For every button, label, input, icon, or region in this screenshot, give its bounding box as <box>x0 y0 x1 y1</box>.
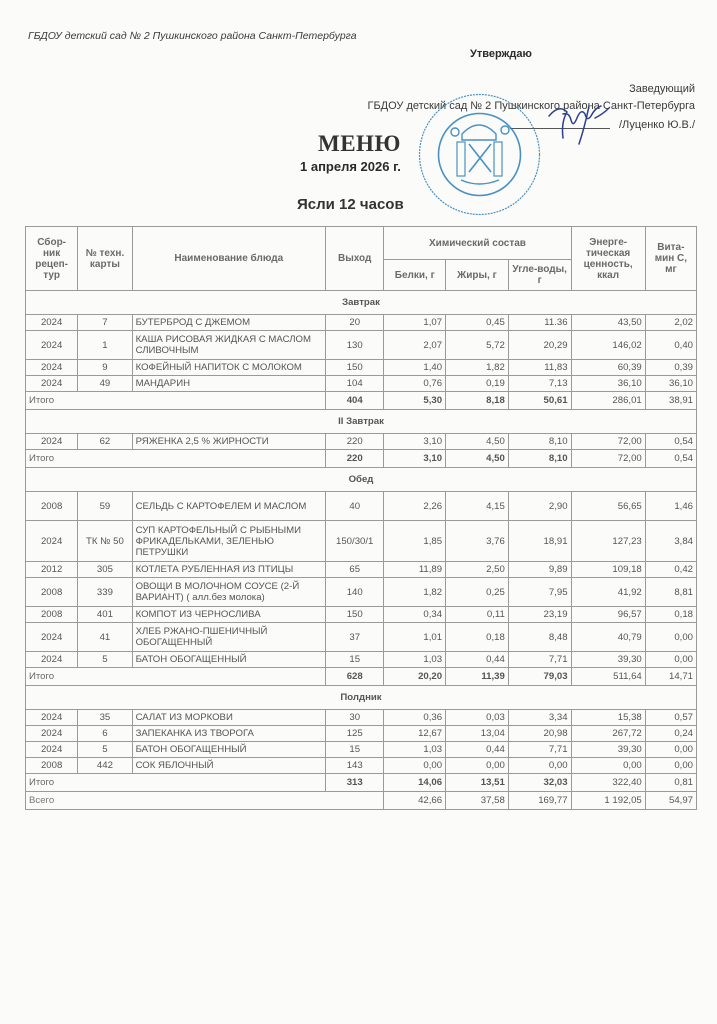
cell-dish-name: ЗАПЕКАНКА ИЗ ТВОРОГА <box>132 726 325 742</box>
cell-vitamin-c: 3,84 <box>645 521 696 562</box>
cell-energy: 41,92 <box>571 578 645 607</box>
cell-fat: 2,50 <box>446 562 509 578</box>
total-fat: 4,50 <box>446 450 509 468</box>
cell-carbs: 23,19 <box>508 607 571 623</box>
table-row <box>26 726 697 742</box>
cell-vitamin-c: 1,46 <box>645 492 696 521</box>
total-vitamin-c: 0,54 <box>645 450 696 468</box>
cell-tech-card: 35 <box>78 710 132 726</box>
cell-tech-card: 442 <box>78 758 132 774</box>
cell-protein: 1,40 <box>384 360 446 376</box>
cell-dish-name: КАША РИСОВАЯ ЖИДКАЯ С МАСЛОМ СЛИВОЧНЫМ <box>132 331 325 360</box>
table-row <box>26 710 697 726</box>
cell-yield: 65 <box>325 562 384 578</box>
col-chem-composition: Химический состав <box>384 227 571 260</box>
total-protein: 14,06 <box>384 774 446 792</box>
table-row <box>26 607 697 623</box>
cell-protein: 0,36 <box>384 710 446 726</box>
cell-protein: 0,00 <box>384 758 446 774</box>
table-row <box>26 623 697 652</box>
grand-total-fat: 37,58 <box>446 792 509 810</box>
cell-fat: 4,15 <box>446 492 509 521</box>
table-row <box>26 331 697 360</box>
grand-total-carbs: 169,77 <box>508 792 571 810</box>
cell-carbs: 20,98 <box>508 726 571 742</box>
cell-dish-name: СОК ЯБЛОЧНЫЙ <box>132 758 325 774</box>
cell-collection: 2024 <box>26 652 78 668</box>
cell-energy: 127,23 <box>571 521 645 562</box>
total-protein: 3,10 <box>384 450 446 468</box>
cell-tech-card: 49 <box>78 376 132 392</box>
cell-protein: 12,67 <box>384 726 446 742</box>
cell-vitamin-c: 0,00 <box>645 623 696 652</box>
cell-yield: 220 <box>325 434 384 450</box>
total-row <box>26 450 697 468</box>
official-stamp-icon <box>417 92 542 217</box>
cell-collection: 2024 <box>26 521 78 562</box>
cell-collection: 2024 <box>26 315 78 331</box>
table-row <box>26 360 697 376</box>
head-organization: ГБДОУ детский сад № 2 Пушкинского района Санкт-Петербурга <box>367 100 695 112</box>
col-vitamin-c: Вита-мин С, мг <box>645 227 696 291</box>
group-name: Ясли 12 часов <box>297 196 404 213</box>
cell-dish-name: ХЛЕБ РЖАНО-ПШЕНИЧНЫЙ ОБОГАЩЕННЫЙ <box>132 623 325 652</box>
cell-protein: 2,26 <box>384 492 446 521</box>
cell-tech-card: 1 <box>78 331 132 360</box>
cell-carbs: 7,95 <box>508 578 571 607</box>
section-row <box>26 291 697 315</box>
cell-dish-name: КОМПОТ ИЗ ЧЕРНОСЛИВА <box>132 607 325 623</box>
cell-vitamin-c: 0,00 <box>645 758 696 774</box>
total-energy: 72,00 <box>571 450 645 468</box>
total-label: Итого <box>26 774 326 792</box>
table-row <box>26 492 697 521</box>
total-energy: 511,64 <box>571 668 645 686</box>
cell-carbs: 0,00 <box>508 758 571 774</box>
cell-carbs: 7,71 <box>508 652 571 668</box>
cell-tech-card: ТК № 50 <box>78 521 132 562</box>
cell-protein: 3,10 <box>384 434 446 450</box>
cell-dish-name: ОВОЩИ В МОЛОЧНОМ СОУСЕ (2-Й ВАРИАНТ) ( алл.без молока) <box>132 578 325 607</box>
cell-carbs: 18,91 <box>508 521 571 562</box>
grand-total-row <box>26 792 697 810</box>
section-row <box>26 410 697 434</box>
cell-dish-name: КОФЕЙНЫЙ НАПИТОК С МОЛОКОМ <box>132 360 325 376</box>
cell-fat: 4,50 <box>446 434 509 450</box>
table-row <box>26 315 697 331</box>
total-carbs: 8,10 <box>508 450 571 468</box>
total-vitamin-c: 0,81 <box>645 774 696 792</box>
cell-yield: 150 <box>325 360 384 376</box>
cell-vitamin-c: 0,57 <box>645 710 696 726</box>
cell-protein: 1,82 <box>384 578 446 607</box>
grand-total-protein: 42,66 <box>384 792 446 810</box>
table-row <box>26 376 697 392</box>
section-row <box>26 468 697 492</box>
total-energy: 286,01 <box>571 392 645 410</box>
cell-fat: 3,76 <box>446 521 509 562</box>
cell-energy: 43,50 <box>571 315 645 331</box>
cell-collection: 2024 <box>26 726 78 742</box>
cell-energy: 109,18 <box>571 562 645 578</box>
cell-dish-name: СУП КАРТОФЕЛЬНЫЙ С РЫБНЫМИ ФРИКАДЕЛЬКАМИ, ЗЕЛЕНЬЮ ПЕТРУШКИ <box>132 521 325 562</box>
cell-fat: 0,03 <box>446 710 509 726</box>
total-yield: 313 <box>325 774 384 792</box>
table-row <box>26 742 697 758</box>
cell-energy: 0,00 <box>571 758 645 774</box>
grand-total-vitamin-c: 54,97 <box>645 792 696 810</box>
section-title: Полдник <box>26 686 697 710</box>
cell-dish-name: БАТОН ОБОГАЩЕННЫЙ <box>132 742 325 758</box>
total-protein: 20,20 <box>384 668 446 686</box>
total-row <box>26 774 697 792</box>
cell-vitamin-c: 0,39 <box>645 360 696 376</box>
cell-collection: 2012 <box>26 562 78 578</box>
total-vitamin-c: 14,71 <box>645 668 696 686</box>
cell-tech-card: 6 <box>78 726 132 742</box>
cell-dish-name: КОТЛЕТА РУБЛЕННАЯ ИЗ ПТИЦЫ <box>132 562 325 578</box>
cell-dish-name: БУТЕРБРОД С ДЖЕМОМ <box>132 315 325 331</box>
cell-protein: 1,01 <box>384 623 446 652</box>
total-carbs: 32,03 <box>508 774 571 792</box>
cell-collection: 2008 <box>26 758 78 774</box>
grand-total-label: Всего <box>26 792 384 810</box>
cell-yield: 150 <box>325 607 384 623</box>
total-row <box>26 392 697 410</box>
cell-fat: 0,44 <box>446 652 509 668</box>
cell-protein: 0,76 <box>384 376 446 392</box>
cell-energy: 56,65 <box>571 492 645 521</box>
cell-carbs: 11,83 <box>508 360 571 376</box>
cell-yield: 140 <box>325 578 384 607</box>
cell-vitamin-c: 36,10 <box>645 376 696 392</box>
col-tech-card: № техн. карты <box>78 227 132 291</box>
cell-vitamin-c: 0,00 <box>645 652 696 668</box>
cell-fat: 0,00 <box>446 758 509 774</box>
cell-fat: 0,45 <box>446 315 509 331</box>
section-title: II Завтрак <box>26 410 697 434</box>
cell-tech-card: 41 <box>78 623 132 652</box>
total-yield: 220 <box>325 450 384 468</box>
total-label: Итого <box>26 392 326 410</box>
cell-yield: 130 <box>325 331 384 360</box>
cell-vitamin-c: 2,02 <box>645 315 696 331</box>
cell-energy: 15,38 <box>571 710 645 726</box>
col-carbs: Угле-воды, г <box>508 260 571 291</box>
section-title: Обед <box>26 468 697 492</box>
cell-energy: 60,39 <box>571 360 645 376</box>
total-label: Итого <box>26 450 326 468</box>
cell-carbs: 2,90 <box>508 492 571 521</box>
cell-collection: 2008 <box>26 492 78 521</box>
cell-fat: 0,44 <box>446 742 509 758</box>
cell-tech-card: 7 <box>78 315 132 331</box>
total-carbs: 79,03 <box>508 668 571 686</box>
section-title: Завтрак <box>26 291 697 315</box>
cell-tech-card: 339 <box>78 578 132 607</box>
total-label: Итого <box>26 668 326 686</box>
cell-carbs: 7,71 <box>508 742 571 758</box>
cell-yield: 30 <box>325 710 384 726</box>
cell-tech-card: 62 <box>78 434 132 450</box>
table-row <box>26 562 697 578</box>
cell-vitamin-c: 0,18 <box>645 607 696 623</box>
total-yield: 404 <box>325 392 384 410</box>
table-row <box>26 521 697 562</box>
cell-collection: 2008 <box>26 607 78 623</box>
total-energy: 322,40 <box>571 774 645 792</box>
cell-dish-name: МАНДАРИН <box>132 376 325 392</box>
org-name-top: ГБДОУ детский сад № 2 Пушкинского района Санкт-Петербурга <box>28 30 357 42</box>
cell-tech-card: 401 <box>78 607 132 623</box>
cell-protein: 1,03 <box>384 652 446 668</box>
cell-protein: 1,07 <box>384 315 446 331</box>
cell-fat: 0,19 <box>446 376 509 392</box>
col-collection: Сбор-ник рецеп-тур <box>26 227 78 291</box>
table-row <box>26 578 697 607</box>
cell-protein: 11,89 <box>384 562 446 578</box>
cell-carbs: 8,10 <box>508 434 571 450</box>
cell-fat: 0,25 <box>446 578 509 607</box>
cell-collection: 2024 <box>26 360 78 376</box>
cell-vitamin-c: 8,81 <box>645 578 696 607</box>
section-row <box>26 686 697 710</box>
table-row <box>26 652 697 668</box>
cell-energy: 36,10 <box>571 376 645 392</box>
cell-vitamin-c: 0,42 <box>645 562 696 578</box>
table-row <box>26 434 697 450</box>
col-dish-name: Наименование блюда <box>132 227 325 291</box>
signature-icon <box>545 100 615 148</box>
cell-protein: 2,07 <box>384 331 446 360</box>
cell-dish-name: СЕЛЬДЬ С КАРТОФЕЛЕМ И МАСЛОМ <box>132 492 325 521</box>
cell-energy: 96,57 <box>571 607 645 623</box>
total-yield: 628 <box>325 668 384 686</box>
col-yield: Выход <box>325 227 384 291</box>
page-title: МЕНЮ <box>318 131 401 156</box>
cell-yield: 150/30/1 <box>325 521 384 562</box>
cell-carbs: 8,48 <box>508 623 571 652</box>
cell-collection: 2024 <box>26 710 78 726</box>
col-fat: Жиры, г <box>446 260 509 291</box>
cell-yield: 40 <box>325 492 384 521</box>
grand-total-energy: 1 192,05 <box>571 792 645 810</box>
head-position: Заведующий <box>629 83 695 95</box>
cell-protein: 1,85 <box>384 521 446 562</box>
cell-yield: 104 <box>325 376 384 392</box>
approval-label: Утверждаю <box>470 48 532 60</box>
col-protein: Белки, г <box>384 260 446 291</box>
total-vitamin-c: 38,91 <box>645 392 696 410</box>
cell-vitamin-c: 0,54 <box>645 434 696 450</box>
cell-dish-name: РЯЖЕНКА 2,5 % ЖИРНОСТИ <box>132 434 325 450</box>
cell-fat: 5,72 <box>446 331 509 360</box>
cell-collection: 2024 <box>26 434 78 450</box>
cell-energy: 40,79 <box>571 623 645 652</box>
total-fat: 8,18 <box>446 392 509 410</box>
cell-carbs: 9,89 <box>508 562 571 578</box>
cell-yield: 125 <box>325 726 384 742</box>
cell-yield: 20 <box>325 315 384 331</box>
cell-collection: 2008 <box>26 578 78 607</box>
cell-energy: 146,02 <box>571 331 645 360</box>
cell-tech-card: 59 <box>78 492 132 521</box>
cell-protein: 1,03 <box>384 742 446 758</box>
cell-carbs: 20,29 <box>508 331 571 360</box>
cell-energy: 39,30 <box>571 652 645 668</box>
cell-tech-card: 305 <box>78 562 132 578</box>
cell-vitamin-c: 0,24 <box>645 726 696 742</box>
total-row <box>26 668 697 686</box>
cell-fat: 1,82 <box>446 360 509 376</box>
cell-fat: 0,11 <box>446 607 509 623</box>
cell-collection: 2024 <box>26 376 78 392</box>
cell-carbs: 11.36 <box>508 315 571 331</box>
total-carbs: 50,61 <box>508 392 571 410</box>
cell-energy: 72,00 <box>571 434 645 450</box>
menu-date: 1 апреля 2026 г. <box>300 159 401 174</box>
cell-tech-card: 5 <box>78 742 132 758</box>
total-protein: 5,30 <box>384 392 446 410</box>
total-fat: 13,51 <box>446 774 509 792</box>
cell-carbs: 3,34 <box>508 710 571 726</box>
menu-table <box>25 226 697 810</box>
cell-energy: 39,30 <box>571 742 645 758</box>
cell-yield: 15 <box>325 652 384 668</box>
cell-dish-name: БАТОН ОБОГАЩЕННЫЙ <box>132 652 325 668</box>
col-energy: Энерге-тическая ценность, ккал <box>571 227 645 291</box>
cell-energy: 267,72 <box>571 726 645 742</box>
cell-dish-name: САЛАТ ИЗ МОРКОВИ <box>132 710 325 726</box>
cell-vitamin-c: 0,00 <box>645 742 696 758</box>
cell-collection: 2024 <box>26 742 78 758</box>
cell-fat: 13,04 <box>446 726 509 742</box>
cell-carbs: 7,13 <box>508 376 571 392</box>
cell-yield: 15 <box>325 742 384 758</box>
head-name: /Луценко Ю.В./ <box>619 119 695 131</box>
cell-yield: 37 <box>325 623 384 652</box>
cell-tech-card: 9 <box>78 360 132 376</box>
cell-fat: 0,18 <box>446 623 509 652</box>
cell-tech-card: 5 <box>78 652 132 668</box>
cell-yield: 143 <box>325 758 384 774</box>
table-row <box>26 758 697 774</box>
cell-protein: 0,34 <box>384 607 446 623</box>
cell-collection: 2024 <box>26 331 78 360</box>
cell-collection: 2024 <box>26 623 78 652</box>
total-fat: 11,39 <box>446 668 509 686</box>
cell-vitamin-c: 0,40 <box>645 331 696 360</box>
